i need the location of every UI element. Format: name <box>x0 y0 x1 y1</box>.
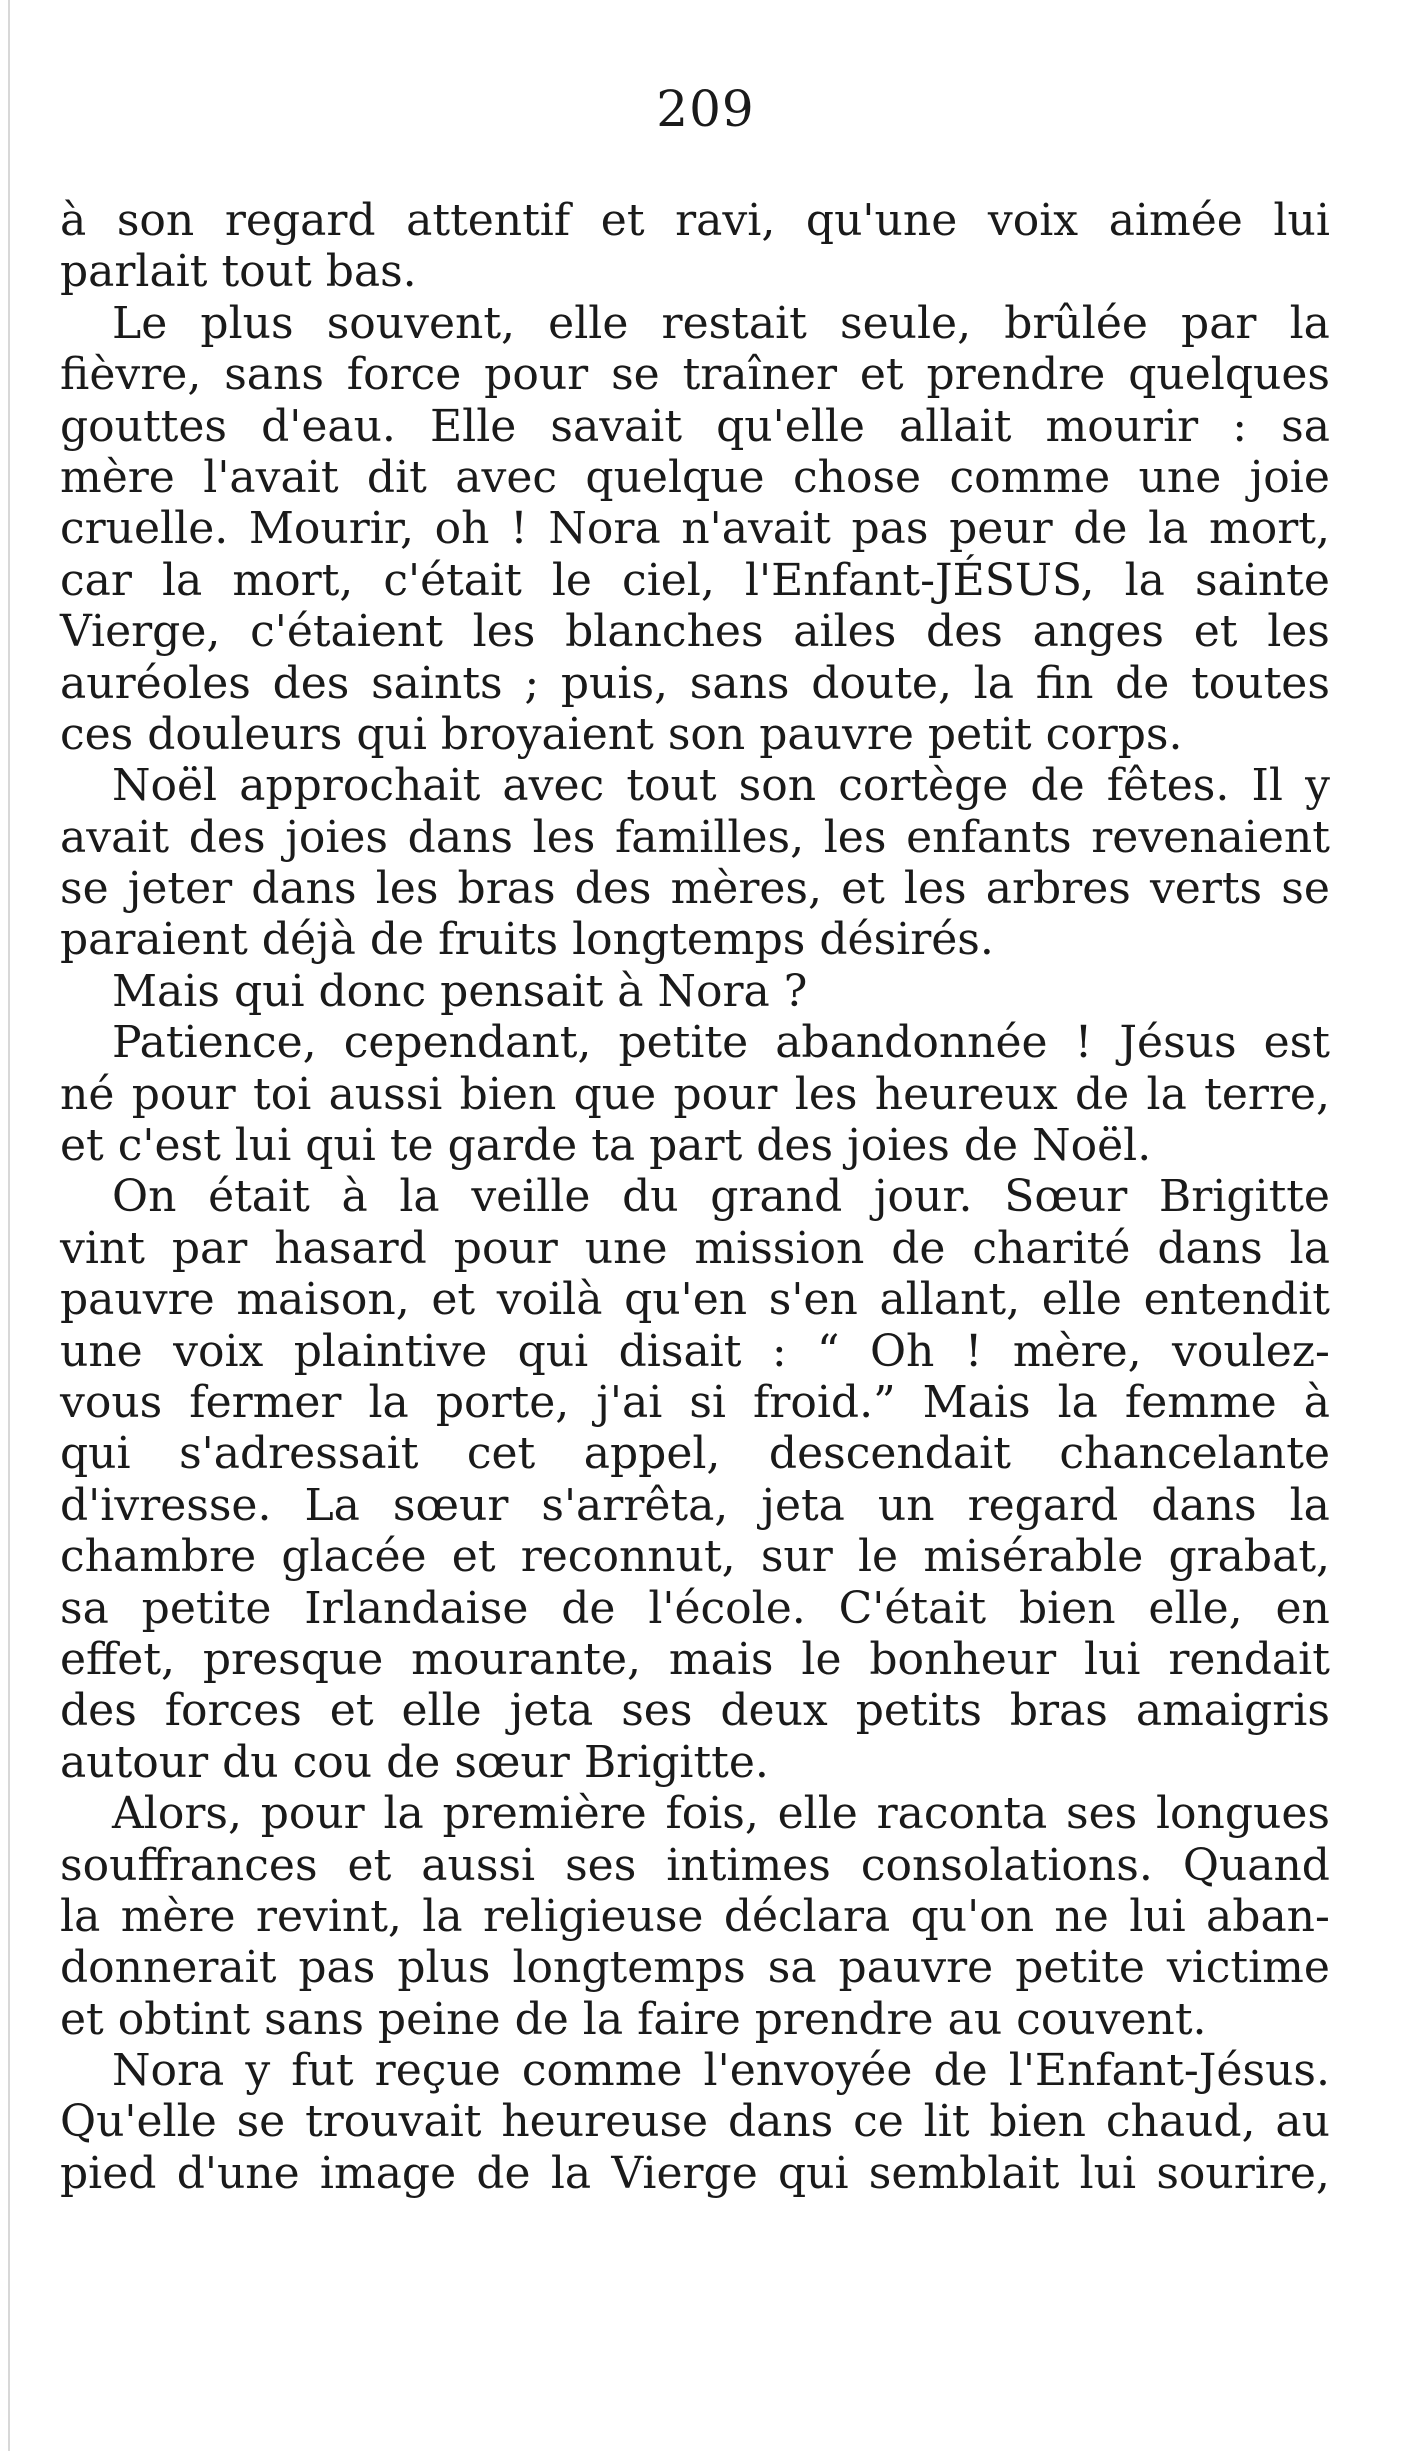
text-line: parlait tout bas. <box>60 246 417 298</box>
page-edge-shadow <box>8 0 10 2451</box>
page-number: 209 <box>656 80 755 138</box>
text-line: fièvre, sans force pour se traîner et prendre quelques <box>60 349 1330 401</box>
text-line: Qu'elle se trouvait heureuse dans ce lit bien chaud, au <box>60 2096 1330 2148</box>
text-line: une voix plaintive qui disait : “ Oh ! mère, voulez- <box>60 1325 1330 1377</box>
text-line: effet, presque mourante, mais le bonheur lui rendait <box>60 1633 1330 1685</box>
text-line: vint par hasard pour une mission de charité dans la <box>60 1222 1330 1274</box>
text-line: souffrances et aussi ses intimes consolations. Quand <box>60 1839 1330 1891</box>
text-line: né pour toi aussi bien que pour les heureux de la terre, <box>60 1068 1330 1120</box>
text-line: avait des joies dans les familles, les enfants revenaient <box>60 811 1330 863</box>
text-line: donnerait pas plus longtemps sa pauvre petite victime <box>60 1942 1330 1994</box>
text-line: des forces et elle jeta ses deux petits bras amaigris <box>60 1685 1330 1737</box>
text-line: gouttes d'eau. Elle savait qu'elle allait mourir : sa <box>60 400 1330 452</box>
text-line: autour du cou de sœur Brigitte. <box>60 1736 769 1788</box>
text-line: Alors, pour la première fois, elle raconta ses longues <box>112 1788 1330 1840</box>
text-line: auréoles des saints ; puis, sans doute, la fin de toutes <box>60 657 1330 709</box>
text-line: Mais qui donc pensait à Nora ? <box>112 965 808 1017</box>
text-line: sa petite Irlandaise de l'école. C'était bien elle, en <box>60 1582 1330 1634</box>
text-line: la mère revint, la religieuse déclara qu'on ne lui aban- <box>60 1890 1330 1942</box>
text-line: pied d'une image de la Vierge qui semblait lui sourire, <box>60 2147 1330 2199</box>
text-line: cruelle. Mourir, oh ! Nora n'avait pas peur de la mort, <box>60 503 1330 555</box>
text-line: d'ivresse. La sœur s'arrêta, jeta un regard dans la <box>60 1479 1330 1531</box>
text-line: Patience, cependant, petite abandonnée ! Jésus est <box>112 1017 1330 1069</box>
text-line: Nora y fut reçue comme l'envoyée de l'Enfant-Jésus. <box>112 2045 1330 2097</box>
text-line: On était à la veille du grand jour. Sœur Brigitte <box>112 1171 1330 1223</box>
text-line: ces douleurs qui broyaient son pauvre petit corps. <box>60 708 1183 760</box>
text-line: et obtint sans peine de la faire prendre au couvent. <box>60 1993 1207 2045</box>
text-line: pauvre maison, et voilà qu'en s'en allant, elle entendit <box>60 1274 1330 1326</box>
text-line: vous fermer la porte, j'ai si froid.” Mais la femme à <box>60 1376 1330 1428</box>
text-line: à son regard attentif et ravi, qu'une voix aimée lui <box>60 195 1330 246</box>
text-line: car la mort, c'était le ciel, l'Enfant-JÉSUS, la sainte <box>60 554 1330 606</box>
text-line: Noël approchait avec tout son cortège de fêtes. Il y <box>112 760 1330 812</box>
text-line: se jeter dans les bras des mères, et les arbres verts se <box>60 863 1330 915</box>
text-line: paraient déjà de fruits longtemps désirés. <box>60 914 994 966</box>
body-text <box>60 195 1330 2199</box>
text-line: Vierge, c'étaient les blanches ailes des anges et les <box>60 606 1330 658</box>
text-line: chambre glacée et reconnut, sur le misérable grabat, <box>60 1531 1330 1583</box>
text-line: qui s'adressait cet appel, descendait chancelante <box>60 1428 1330 1480</box>
text-line: Le plus souvent, elle restait seule, brûlée par la <box>112 297 1330 349</box>
text-line: mère l'avait dit avec quelque chose comme une joie <box>60 451 1330 503</box>
text-line: et c'est lui qui te garde ta part des joies de Noël. <box>60 1120 1152 1172</box>
